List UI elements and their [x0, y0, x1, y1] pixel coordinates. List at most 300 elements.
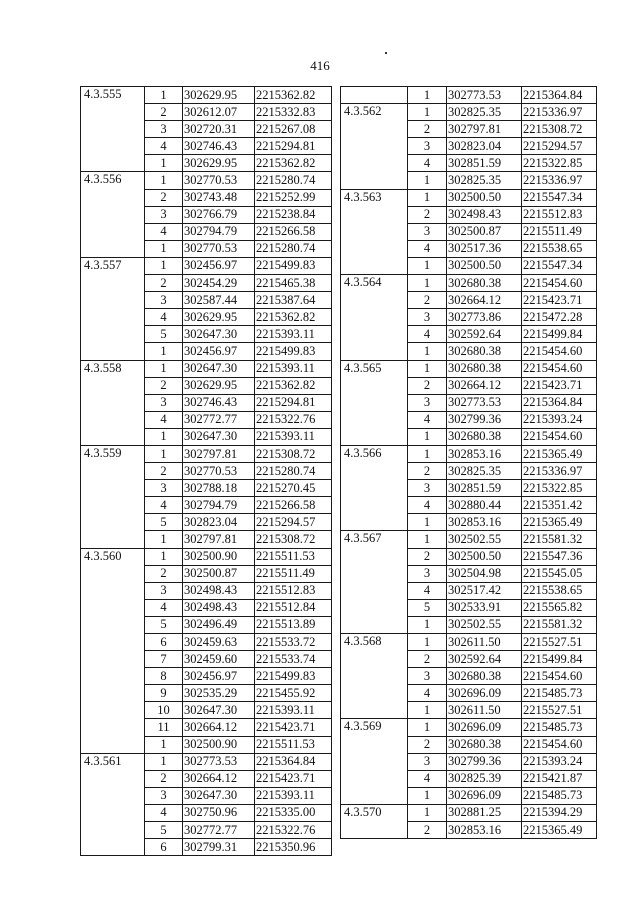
- y-coordinate: 2215423.71: [522, 377, 597, 394]
- x-coordinate: 302647.30: [183, 428, 255, 445]
- y-coordinate: 2215547.34: [522, 189, 597, 206]
- x-coordinate: 302770.53: [183, 463, 255, 480]
- y-coordinate: 2215350.96: [255, 839, 332, 856]
- point-number: 1: [145, 736, 183, 753]
- point-number: 4: [408, 326, 447, 343]
- point-number: 2: [145, 770, 183, 787]
- point-number: 3: [145, 206, 183, 223]
- y-coordinate: 2215362.82: [255, 309, 332, 326]
- x-coordinate: 302880.44: [447, 497, 522, 514]
- point-number: 1: [408, 616, 447, 633]
- x-coordinate: 302504.98: [447, 565, 522, 582]
- x-coordinate: 302456.97: [183, 668, 255, 685]
- point-number: 5: [408, 599, 447, 616]
- section-number: 4.3.564: [341, 275, 408, 360]
- point-number: 3: [408, 394, 447, 411]
- point-number: 1: [145, 531, 183, 548]
- x-coordinate: 302664.12: [447, 377, 522, 394]
- y-coordinate: 2215364.84: [255, 753, 332, 770]
- section-number: 4.3.560: [81, 548, 145, 753]
- x-coordinate: 302629.95: [183, 87, 255, 104]
- y-coordinate: 2215454.60: [522, 360, 597, 377]
- x-coordinate: 302629.95: [183, 155, 255, 172]
- point-number: 1: [408, 104, 447, 121]
- x-coordinate: 302629.95: [183, 309, 255, 326]
- point-number: 1: [408, 787, 447, 804]
- point-number: 1: [145, 155, 183, 172]
- table-row: [81, 87, 332, 104]
- y-coordinate: 2215472.28: [522, 309, 597, 326]
- x-coordinate: 302629.95: [183, 377, 255, 394]
- point-number: 1: [408, 428, 447, 445]
- x-coordinate: 302459.63: [183, 634, 255, 651]
- y-coordinate: 2215581.32: [522, 531, 597, 548]
- y-coordinate: 2215421.87: [522, 770, 597, 787]
- section-number: 4.3.570: [341, 804, 408, 838]
- point-number: 1: [408, 343, 447, 360]
- y-coordinate: 2215545.05: [522, 565, 597, 582]
- y-coordinate: 2215308.72: [255, 445, 332, 462]
- table-row: [341, 360, 597, 377]
- point-number: 4: [408, 240, 447, 257]
- x-coordinate: 302851.59: [447, 480, 522, 497]
- section-number: 4.3.563: [341, 189, 408, 274]
- point-number: 1: [145, 753, 183, 770]
- x-coordinate: 302797.81: [447, 121, 522, 138]
- coordinates-table-left: [80, 86, 332, 856]
- point-number: 1: [145, 360, 183, 377]
- x-coordinate: 302680.38: [447, 428, 522, 445]
- point-number: 1: [145, 240, 183, 257]
- x-coordinate: 302592.64: [447, 326, 522, 343]
- section-number: 4.3.567: [341, 531, 408, 634]
- y-coordinate: 2215394.29: [522, 804, 597, 821]
- point-number: 3: [145, 787, 183, 804]
- x-coordinate: 302720.31: [183, 121, 255, 138]
- table-row: [341, 87, 597, 104]
- point-number: 3: [408, 565, 447, 582]
- point-number: 4: [408, 582, 447, 599]
- x-coordinate: 302743.48: [183, 189, 255, 206]
- point-number: 3: [408, 753, 447, 770]
- table-row: [81, 172, 332, 189]
- point-number: 2: [145, 275, 183, 292]
- table-row: [341, 189, 597, 206]
- point-number: 1: [408, 275, 447, 292]
- x-coordinate: 302696.09: [447, 719, 522, 736]
- y-coordinate: 2215547.36: [522, 548, 597, 565]
- x-coordinate: 302825.35: [447, 172, 522, 189]
- y-coordinate: 2215336.97: [522, 463, 597, 480]
- point-number: 3: [408, 668, 447, 685]
- y-coordinate: 2215454.60: [522, 428, 597, 445]
- x-coordinate: 302664.12: [183, 770, 255, 787]
- point-number: 3: [408, 138, 447, 155]
- x-coordinate: 302500.87: [183, 565, 255, 582]
- point-number: 1: [408, 634, 447, 651]
- point-number: 1: [145, 548, 183, 565]
- x-coordinate: 302592.64: [447, 651, 522, 668]
- y-coordinate: 2215499.83: [255, 343, 332, 360]
- x-coordinate: 302500.50: [447, 257, 522, 274]
- y-coordinate: 2215393.11: [255, 360, 332, 377]
- x-coordinate: 302456.97: [183, 257, 255, 274]
- x-coordinate: 302502.55: [447, 616, 522, 633]
- y-coordinate: 2215485.73: [522, 719, 597, 736]
- x-coordinate: 302680.38: [447, 275, 522, 292]
- section-number: [341, 87, 408, 104]
- x-coordinate: 302766.79: [183, 206, 255, 223]
- x-coordinate: 302456.97: [183, 343, 255, 360]
- x-coordinate: 302680.38: [447, 360, 522, 377]
- x-coordinate: 302500.87: [447, 223, 522, 240]
- y-coordinate: 2215270.45: [255, 480, 332, 497]
- section-number: 4.3.566: [341, 445, 408, 530]
- point-number: 5: [145, 616, 183, 633]
- y-coordinate: 2215511.49: [255, 565, 332, 582]
- y-coordinate: 2215423.71: [522, 292, 597, 309]
- point-number: 1: [145, 87, 183, 104]
- x-coordinate: 302647.30: [183, 360, 255, 377]
- x-coordinate: 302794.79: [183, 223, 255, 240]
- y-coordinate: 2215455.92: [255, 685, 332, 702]
- point-number: 7: [145, 651, 183, 668]
- y-coordinate: 2215294.57: [255, 514, 332, 531]
- y-coordinate: 2215485.73: [522, 787, 597, 804]
- x-coordinate: 302664.12: [447, 292, 522, 309]
- scan-speck: [385, 52, 387, 54]
- x-coordinate: 302535.29: [183, 685, 255, 702]
- x-coordinate: 302853.16: [447, 514, 522, 531]
- point-number: 2: [408, 377, 447, 394]
- point-number: 2: [408, 121, 447, 138]
- x-coordinate: 302773.53: [447, 87, 522, 104]
- y-coordinate: 2215387.64: [255, 292, 332, 309]
- y-coordinate: 2215365.49: [522, 514, 597, 531]
- x-coordinate: 302788.18: [183, 480, 255, 497]
- x-coordinate: 302853.16: [447, 445, 522, 462]
- table-row: [341, 275, 597, 292]
- point-number: 2: [408, 548, 447, 565]
- y-coordinate: 2215454.60: [522, 343, 597, 360]
- x-coordinate: 302647.30: [183, 326, 255, 343]
- point-number: 2: [408, 736, 447, 753]
- y-coordinate: 2215393.11: [255, 326, 332, 343]
- y-coordinate: 2215499.83: [255, 668, 332, 685]
- table-row: [341, 634, 597, 651]
- y-coordinate: 2215280.74: [255, 463, 332, 480]
- y-coordinate: 2215485.73: [522, 685, 597, 702]
- point-number: 11: [145, 719, 183, 736]
- y-coordinate: 2215280.74: [255, 240, 332, 257]
- y-coordinate: 2215499.84: [522, 326, 597, 343]
- table-row: [341, 531, 597, 548]
- x-coordinate: 302746.43: [183, 394, 255, 411]
- x-coordinate: 302696.09: [447, 685, 522, 702]
- y-coordinate: 2215294.81: [255, 138, 332, 155]
- y-coordinate: 2215533.72: [255, 634, 332, 651]
- point-number: 4: [145, 309, 183, 326]
- x-coordinate: 302823.04: [183, 514, 255, 531]
- point-number: 4: [145, 138, 183, 155]
- x-coordinate: 302773.53: [447, 394, 522, 411]
- y-coordinate: 2215512.83: [255, 582, 332, 599]
- y-coordinate: 2215238.84: [255, 206, 332, 223]
- coordinates-table-left-body: [81, 87, 332, 856]
- x-coordinate: 302825.35: [447, 463, 522, 480]
- point-number: 1: [145, 428, 183, 445]
- point-number: 4: [408, 770, 447, 787]
- point-number: 3: [145, 121, 183, 138]
- y-coordinate: 2215332.83: [255, 104, 332, 121]
- y-coordinate: 2215454.60: [522, 736, 597, 753]
- point-number: 1: [408, 702, 447, 719]
- point-number: 4: [145, 411, 183, 428]
- x-coordinate: 302881.25: [447, 804, 522, 821]
- y-coordinate: 2215351.42: [522, 497, 597, 514]
- x-coordinate: 302500.50: [447, 189, 522, 206]
- y-coordinate: 2215280.74: [255, 172, 332, 189]
- point-number: 4: [145, 804, 183, 821]
- coordinates-table-right: [340, 86, 597, 839]
- point-number: 1: [408, 531, 447, 548]
- x-coordinate: 302498.43: [183, 599, 255, 616]
- x-coordinate: 302773.53: [183, 753, 255, 770]
- y-coordinate: 2215511.49: [522, 223, 597, 240]
- point-number: 3: [408, 309, 447, 326]
- x-coordinate: 302772.77: [183, 822, 255, 839]
- y-coordinate: 2215581.32: [522, 616, 597, 633]
- section-number: 4.3.558: [81, 360, 145, 445]
- y-coordinate: 2215362.82: [255, 377, 332, 394]
- y-coordinate: 2215294.81: [255, 394, 332, 411]
- point-number: 2: [145, 463, 183, 480]
- section-number: 4.3.555: [81, 87, 145, 172]
- point-number: 4: [408, 685, 447, 702]
- y-coordinate: 2215499.84: [522, 651, 597, 668]
- y-coordinate: 2215423.71: [255, 719, 332, 736]
- section-number: 4.3.569: [341, 719, 408, 804]
- point-number: 4: [145, 223, 183, 240]
- x-coordinate: 302680.38: [447, 343, 522, 360]
- point-number: 2: [145, 104, 183, 121]
- point-number: 2: [408, 651, 447, 668]
- point-number: 2: [408, 463, 447, 480]
- x-coordinate: 302459.60: [183, 651, 255, 668]
- point-number: 1: [408, 360, 447, 377]
- y-coordinate: 2215266.58: [255, 223, 332, 240]
- y-coordinate: 2215527.51: [522, 702, 597, 719]
- y-coordinate: 2215393.24: [522, 753, 597, 770]
- y-coordinate: 2215511.53: [255, 548, 332, 565]
- y-coordinate: 2215393.24: [522, 411, 597, 428]
- table-row: [81, 257, 332, 274]
- section-number: 4.3.561: [81, 753, 145, 856]
- point-number: 1: [145, 445, 183, 462]
- x-coordinate: 302500.90: [183, 548, 255, 565]
- x-coordinate: 302517.36: [447, 240, 522, 257]
- x-coordinate: 302680.38: [447, 736, 522, 753]
- point-number: 3: [145, 292, 183, 309]
- point-number: 4: [408, 411, 447, 428]
- x-coordinate: 302647.30: [183, 702, 255, 719]
- point-number: 2: [145, 565, 183, 582]
- x-coordinate: 302770.53: [183, 240, 255, 257]
- y-coordinate: 2215465.38: [255, 275, 332, 292]
- x-coordinate: 302746.43: [183, 138, 255, 155]
- x-coordinate: 302851.59: [447, 155, 522, 172]
- x-coordinate: 302750.96: [183, 804, 255, 821]
- x-coordinate: 302498.43: [447, 206, 522, 223]
- x-coordinate: 302496.49: [183, 616, 255, 633]
- point-number: 2: [145, 189, 183, 206]
- y-coordinate: 2215393.11: [255, 428, 332, 445]
- y-coordinate: 2215393.11: [255, 702, 332, 719]
- y-coordinate: 2215322.85: [522, 155, 597, 172]
- point-number: 2: [408, 822, 447, 839]
- x-coordinate: 302500.90: [183, 736, 255, 753]
- point-number: 8: [145, 668, 183, 685]
- point-number: 4: [145, 599, 183, 616]
- y-coordinate: 2215362.82: [255, 155, 332, 172]
- x-coordinate: 302799.31: [183, 839, 255, 856]
- y-coordinate: 2215393.11: [255, 787, 332, 804]
- page-number: 416: [310, 58, 330, 73]
- y-coordinate: 2215364.84: [522, 394, 597, 411]
- y-coordinate: 2215423.71: [255, 770, 332, 787]
- point-number: 4: [408, 155, 447, 172]
- y-coordinate: 2215547.34: [522, 257, 597, 274]
- x-coordinate: 302680.38: [447, 668, 522, 685]
- table-row: [81, 445, 332, 462]
- point-number: 2: [408, 292, 447, 309]
- point-number: 5: [145, 514, 183, 531]
- y-coordinate: 2215267.08: [255, 121, 332, 138]
- section-number: 4.3.559: [81, 445, 145, 548]
- y-coordinate: 2215308.72: [522, 121, 597, 138]
- point-number: 6: [145, 634, 183, 651]
- y-coordinate: 2215336.97: [522, 172, 597, 189]
- point-number: 1: [408, 257, 447, 274]
- section-number: 4.3.556: [81, 172, 145, 257]
- table-row: [341, 804, 597, 821]
- table-row: [81, 753, 332, 770]
- x-coordinate: 302517.42: [447, 582, 522, 599]
- y-coordinate: 2215512.84: [255, 599, 332, 616]
- x-coordinate: 302853.16: [447, 822, 522, 839]
- point-number: 4: [145, 497, 183, 514]
- x-coordinate: 302611.50: [447, 634, 522, 651]
- section-number: 4.3.565: [341, 360, 408, 445]
- point-number: 1: [408, 87, 447, 104]
- y-coordinate: 2215364.84: [522, 87, 597, 104]
- y-coordinate: 2215454.60: [522, 668, 597, 685]
- x-coordinate: 302823.04: [447, 138, 522, 155]
- x-coordinate: 302797.81: [183, 531, 255, 548]
- point-number: 2: [408, 206, 447, 223]
- y-coordinate: 2215322.85: [522, 480, 597, 497]
- section-number: 4.3.562: [341, 104, 408, 189]
- y-coordinate: 2215335.00: [255, 804, 332, 821]
- x-coordinate: 302498.43: [183, 582, 255, 599]
- y-coordinate: 2215365.49: [522, 445, 597, 462]
- section-number: 4.3.568: [341, 634, 408, 719]
- point-number: 1: [145, 343, 183, 360]
- point-number: 1: [408, 445, 447, 462]
- y-coordinate: 2215266.58: [255, 497, 332, 514]
- point-number: 1: [145, 257, 183, 274]
- x-coordinate: 302799.36: [447, 753, 522, 770]
- y-coordinate: 2215294.57: [522, 138, 597, 155]
- x-coordinate: 302533.91: [447, 599, 522, 616]
- y-coordinate: 2215565.82: [522, 599, 597, 616]
- x-coordinate: 302825.39: [447, 770, 522, 787]
- point-number: 1: [408, 189, 447, 206]
- y-coordinate: 2215499.83: [255, 257, 332, 274]
- point-number: 2: [145, 377, 183, 394]
- y-coordinate: 2215322.76: [255, 411, 332, 428]
- y-coordinate: 2215454.60: [522, 275, 597, 292]
- point-number: 3: [145, 394, 183, 411]
- point-number: 3: [145, 582, 183, 599]
- x-coordinate: 302647.30: [183, 787, 255, 804]
- x-coordinate: 302500.50: [447, 548, 522, 565]
- table-row: [341, 445, 597, 462]
- y-coordinate: 2215527.51: [522, 634, 597, 651]
- x-coordinate: 302587.44: [183, 292, 255, 309]
- y-coordinate: 2215512.83: [522, 206, 597, 223]
- table-row: [81, 548, 332, 565]
- table-row: [81, 360, 332, 377]
- y-coordinate: 2215336.97: [522, 104, 597, 121]
- x-coordinate: 302612.07: [183, 104, 255, 121]
- y-coordinate: 2215533.74: [255, 651, 332, 668]
- x-coordinate: 302664.12: [183, 719, 255, 736]
- x-coordinate: 302799.36: [447, 411, 522, 428]
- point-number: 6: [145, 839, 183, 856]
- x-coordinate: 302611.50: [447, 702, 522, 719]
- point-number: 1: [408, 514, 447, 531]
- table-row: [341, 719, 597, 736]
- coordinates-table-right-body: [341, 87, 597, 839]
- x-coordinate: 302696.09: [447, 787, 522, 804]
- x-coordinate: 302770.53: [183, 172, 255, 189]
- x-coordinate: 302773.86: [447, 309, 522, 326]
- x-coordinate: 302502.55: [447, 531, 522, 548]
- point-number: 5: [145, 326, 183, 343]
- point-number: 1: [145, 172, 183, 189]
- y-coordinate: 2215513.89: [255, 616, 332, 633]
- x-coordinate: 302794.79: [183, 497, 255, 514]
- y-coordinate: 2215362.82: [255, 87, 332, 104]
- point-number: 3: [408, 480, 447, 497]
- y-coordinate: 2215511.53: [255, 736, 332, 753]
- x-coordinate: 302825.35: [447, 104, 522, 121]
- y-coordinate: 2215538.65: [522, 240, 597, 257]
- y-coordinate: 2215308.72: [255, 531, 332, 548]
- point-number: 5: [145, 822, 183, 839]
- x-coordinate: 302772.77: [183, 411, 255, 428]
- point-number: 10: [145, 702, 183, 719]
- point-number: 3: [145, 480, 183, 497]
- point-number: 9: [145, 685, 183, 702]
- section-number: 4.3.557: [81, 257, 145, 360]
- x-coordinate: 302797.81: [183, 445, 255, 462]
- x-coordinate: 302454.29: [183, 275, 255, 292]
- point-number: 1: [408, 804, 447, 821]
- y-coordinate: 2215365.49: [522, 822, 597, 839]
- point-number: 1: [408, 719, 447, 736]
